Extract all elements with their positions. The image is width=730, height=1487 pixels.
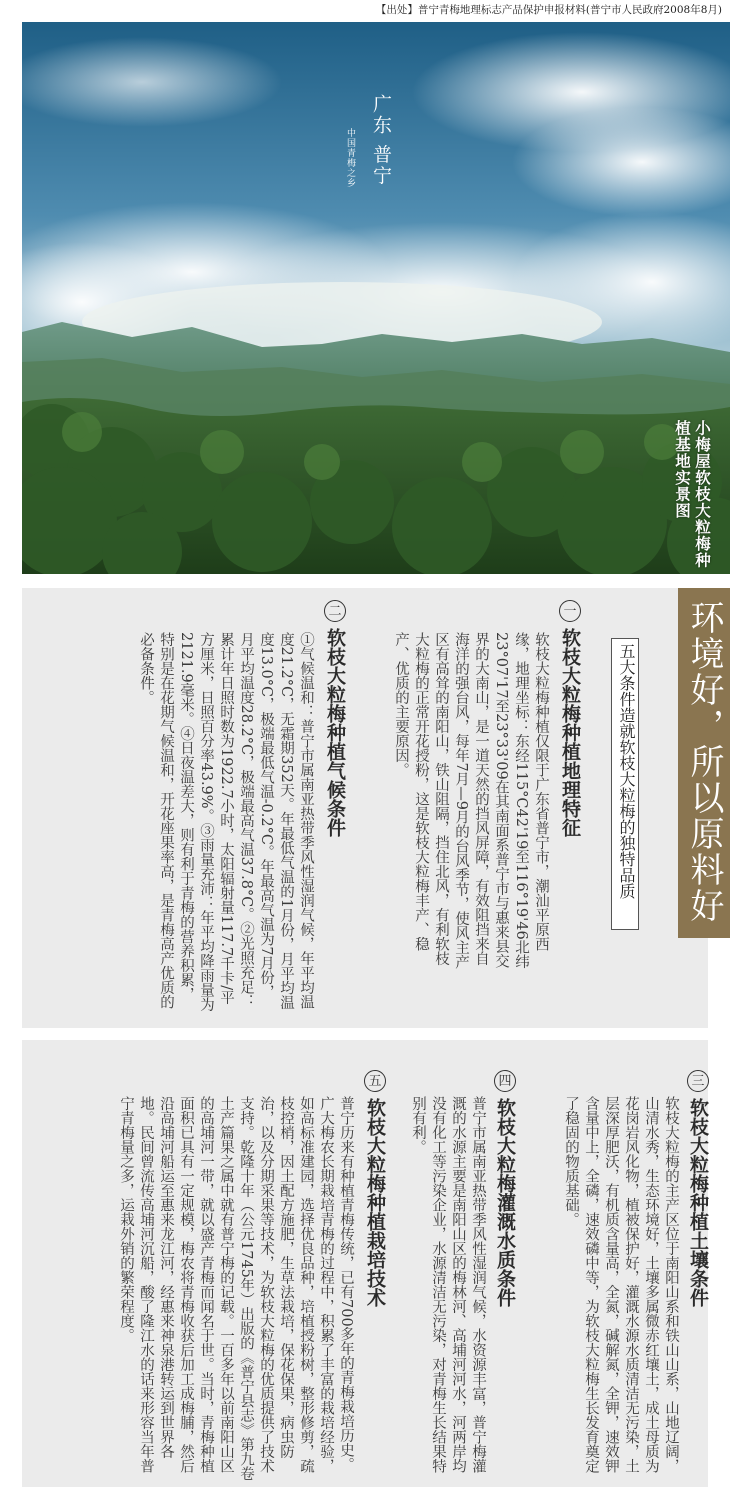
section-5-heading [362, 1070, 387, 1400]
section-1-title: 软枝大粒梅种植地理特征 [559, 628, 581, 837]
section-3-heading [685, 1070, 710, 1400]
section-1-body: 软枝大粒梅种植仅限于广东省普宁市，潮汕平原西缘，地理坐标：东经115°C42'19至116°19'46北纬23°07'17至23°33'09在其南面系普宁市与惠来县交界的大南山，是一道天然的挡风屏障，有效阻挡来自海洋的强台风，每年7月—9月的台风季节，使风主产区有高耸的南阳山，铁山阻隔，挡住北风，有利软枝大粒梅的正常开花授粉，这是软枝大粒梅丰产、稳产、优质的主要原因。 [393, 632, 549, 970]
headline-text: 环境好，所以原料好 [684, 600, 724, 924]
section-1-heading [557, 600, 582, 930]
plantation-photo [22, 22, 730, 574]
section-3-body: 软枝大粒梅的主产区位于南阳山系和铁山山系，山地辽阔，山清水秀，生态环境好，土壤多属微赤红壤土，成土母质为花岗岩风化物，植被保护好，灌溉水源水质清洁无污染，土层深厚肥沃，有机质含量高，全氮，碱解氮，全钾，速效钾含量中上，全磷，速效磷中等，为软枝大粒梅生长发育奠定了稳固的物质基础。 [563, 1096, 679, 1473]
section-4-body: 普宁市属南亚热带季风性湿润气候，水资源丰富，普宁梅灌溉的水源主要是南阳山区的梅林河、高埔河河水，河两岸均没有化工等污染企业，水源清洁无污染，对青梅生长结果特别有利。 [410, 1096, 486, 1473]
section-3-number: 三 [687, 1070, 709, 1092]
section-5-number: 五 [364, 1070, 386, 1092]
section-2-title: 软枝大粒梅种植气候条件 [324, 628, 346, 837]
place-label: 广东 普宁 [370, 94, 392, 187]
section-2-body: ①气候温和：普宁市属南亚热带季风性湿润气候，年平均温度21.2°C，无霜期352天。年最低气温的1月份，月平均温度13.0°C，极端最低气温-0.2°C。年最高气温为7月份，月平均温度28.2°C，极端最高气温37.8°C。②光照充足：累计年日照时数为1922.7小时，太阳辐射量117.7千卡/平方厘米，日照百分率43.9%。③雨量充沛：年平均降雨量为2121.9毫米。④日夜温差大，则有利于青梅的营养积累，特别是在花期气候温和，开花座果率高，是青梅高产优质的必备条件。 [138, 632, 314, 1012]
section-2-number: 二 [324, 600, 346, 622]
place-sub-label: 中国青梅之乡 [345, 128, 355, 188]
section-5-body: 普宁历来有种植青梅传统，已有700多年的青梅栽培历史。广大梅农长期栽培青梅的过程中，积累了丰富的栽培经验，如高标准建园，选择优良品种，培植授粉树，整形修剪，疏枝控梢，因土配方施肥，生草法栽培，保花保果，病虫防治，以及分期采果等技术，为软枝大粒梅的优质提供了技术支持。乾隆十年（公元1745年）出版的《普宁县志》第九卷土产篇果之属中就有普宁梅的记载。一百多年以前南阳山区的高埔河一带，就以盛产青梅而闻名于世。当时，青梅种植面积已具有一定规模，梅农将青梅收获后加工成梅脯，然后沿高埔河船运至惠来龙江河，经惠来神泉港转运到世界各地。民间曾流传高埔河沉船，酸了隆江水的话来形容当年普宁青梅量之多，运栽外销的繁荣程度。 [118, 1096, 354, 1481]
section-3-title: 软枝大粒梅种植土壤条件 [687, 1098, 709, 1307]
subtitle-text: 五大条件造就软枝大粒梅的独特品质 [617, 643, 636, 899]
photo-caption: 小梅屋软枝大粒梅种植基地实景图 [673, 420, 711, 569]
section-2-heading [322, 600, 347, 930]
source-note: 【出处】普宁青梅地理标志产品保护申报材料(普宁市人民政府2008年8月) [375, 4, 722, 16]
section-1-number: 一 [559, 600, 581, 622]
subtitle-box [611, 638, 639, 930]
headline-banner [678, 588, 730, 938]
section-4-heading [492, 1070, 517, 1400]
section-5-title: 软枝大粒梅种植栽培技术 [364, 1098, 386, 1307]
section-4-number: 四 [494, 1070, 516, 1092]
section-4-title: 软枝大粒梅灌溉水质条件 [494, 1098, 516, 1307]
